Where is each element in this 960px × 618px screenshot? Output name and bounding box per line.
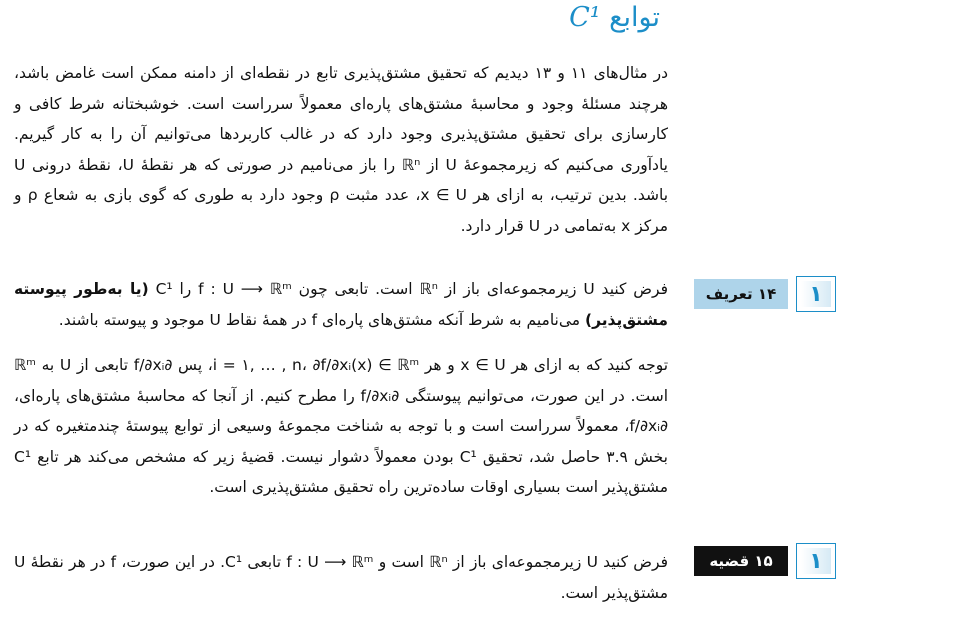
definition-body (14, 274, 668, 335)
definition-bold-term: (یا به‌طور پیوسته مشتق‌پذیر) (14, 280, 668, 329)
proposition-body: فرض کنید U زیرمجموعه‌ای باز از ℝⁿ است و f : U ⟶ ℝᵐ تابعی C¹. در این صورت، f در هر نقطهٔ U مشتق‌پذیر است. (14, 553, 668, 602)
section-title-symbol: C¹ (569, 2, 601, 33)
definition-text-end: می‌نامیم به شرط آنکه مشتق‌های پاره‌ای f در همهٔ نقاط U موجود و پیوسته باشند. (58, 310, 585, 329)
proposition-marker-box (796, 543, 836, 579)
intro-paragraph: در مثال‌های ۱۱ و ۱۳ دیدیم که تحقیق مشتق‌پذیری تابع در نقطه‌ای از دامنه ممکن است غامض باشد، هرچند مسئلهٔ وجود و محاسبهٔ مشتق‌های پاره‌ای معمولاً سرراست است. خوشبختانه شرط کافی و کارسازی برای تحقیق مشتق‌پذیری وجود دارد که در غالب کاربردها می‌توانیم آن را به کار گیریم. یادآوری می‌کنیم که زیرمجموعهٔ U از ℝⁿ را باز می‌نامیم در صورتی که هر نقطهٔ U، نقطهٔ درونی U باشد. بدین ترتیب، به ازای هر x ∈ U، عدد مثبت ρ وجود دارد به طوری که گوی بازی به شعاع ρ و مرکز x به‌تمامی در U قرار دارد. (14, 64, 669, 235)
section-title (569, 2, 660, 33)
definition-text: فرض کنید U زیرمجموعه‌ای باز از ℝⁿ است. تابعی چون f : U ⟶ ℝᵐ را C¹ (148, 280, 668, 298)
remark-paragraph: توجه کنید که به ازای هر x ∈ U و هر i = ۱, … , n، ∂f/∂xᵢ(x) ∈ ℝᵐ، پس ∂f/∂xᵢ تابعی از U به ℝᵐ است. در این صورت، می‌توانیم پیوستگی ∂f/∂xᵢ را مطرح کنیم. از آنجا که محاسبهٔ مشتق‌های پاره‌ای، ∂f/∂xᵢ، معمولاً سرراست است و با توجه به شناخت مجموعهٔ وسیعی از توابع پیوستهٔ چندمتغیره که در بخش ۳.۹ حاصل شد، تحقیق C¹ بودن معمولاً دشوار نیست. قضیهٔ زیر که مشخص می‌کند هر تابع C¹ مشتق‌پذیر است بسیاری اوقات ساده‌ترین راه تحقیق مشتق‌پذیری است. (14, 356, 669, 496)
proposition-label: ۱۵ قضیه (694, 546, 788, 576)
definition-label: ۱۴ تعریف (694, 279, 788, 309)
proposition-marker: ۱ (801, 548, 831, 574)
definition-marker: ۱ (801, 281, 831, 307)
section-title-text: توابع (609, 2, 660, 33)
definition-marker-box (796, 276, 836, 312)
